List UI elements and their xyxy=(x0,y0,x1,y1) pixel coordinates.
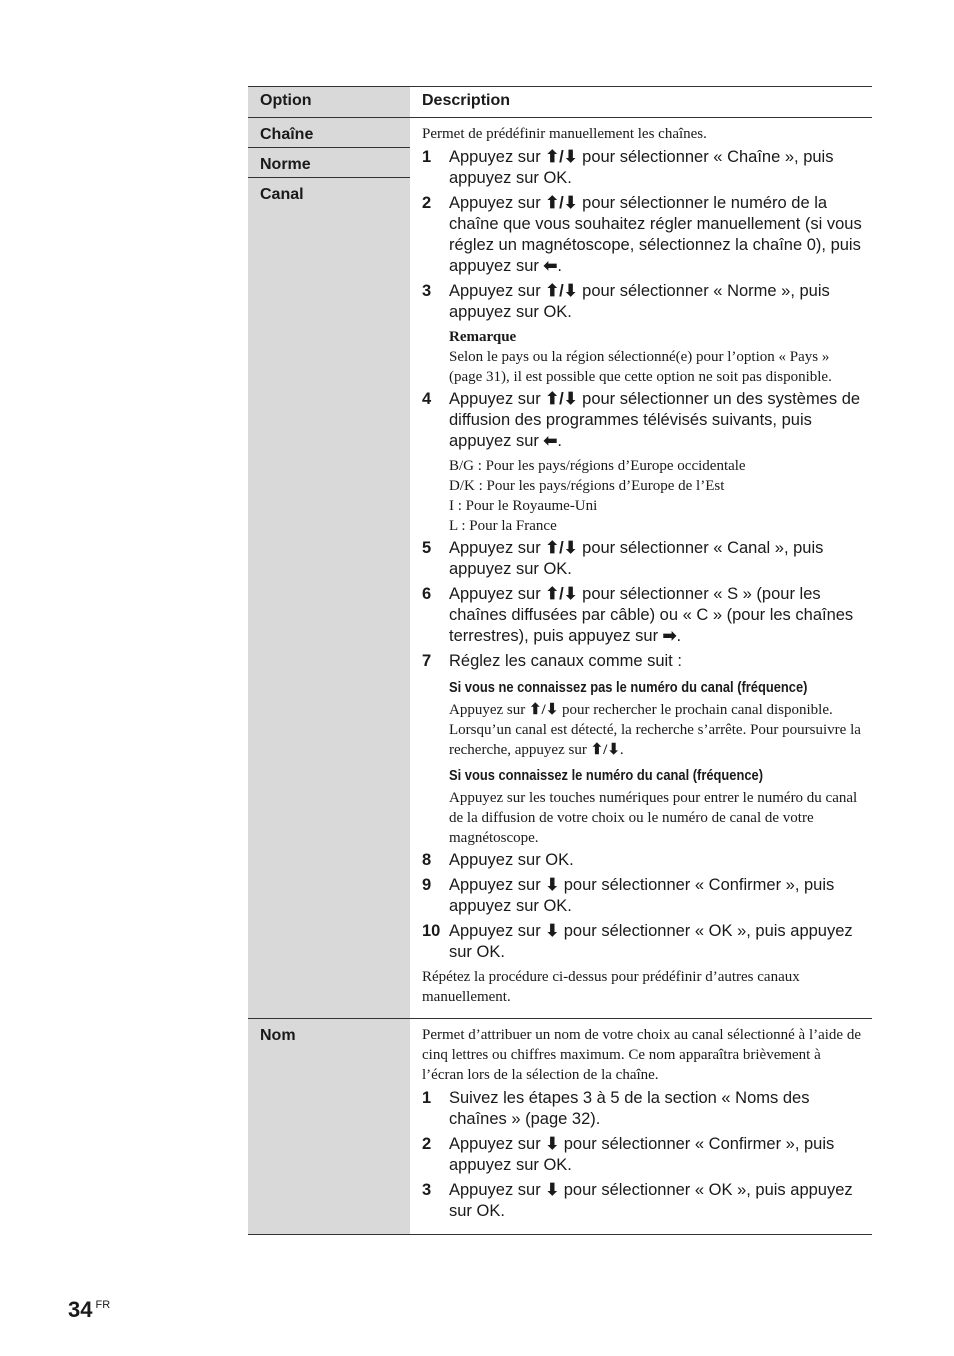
option-chaine: Chaîne xyxy=(248,118,410,148)
up-down-arrow-icon: ⬆/⬇ xyxy=(545,585,578,603)
option-column xyxy=(248,118,410,1018)
intro-text: Permet d’attribuer un nom de votre choix au canal sélectionné à l’aide de cinq lettres ou chiffres maximum. Ce nom apparaîtra brièvement à l’écran lors de la sélection de la chaîne. xyxy=(422,1027,861,1083)
condition-known-title: Si vous connaissez le numéro du canal (fréquence) xyxy=(449,767,763,784)
options-table xyxy=(248,86,872,1235)
up-down-arrow-icon: ⬆/⬇ xyxy=(590,742,620,758)
option-nom: Nom xyxy=(260,1027,296,1044)
system-l: L : Pour la France xyxy=(449,518,557,534)
step-3: 3 Appuyez sur ⬆/⬇ pour sélectionner « Norme », puis appuyez sur OK. xyxy=(422,282,830,321)
step-3: 3 Appuyez sur ⬇ pour sélectionner « OK », puis appuyez sur OK. xyxy=(422,1181,853,1220)
note-text: Selon le pays ou la région sélectionné(e) pour l’option « Pays » (page 31), il est possible que cette option ne soit pas disponible. xyxy=(449,349,832,385)
condition-known-text: Appuyez sur les touches numériques pour entrer le numéro du canal de la diffusion de votre choix ou le numéro de canal de votre magnétoscope. xyxy=(449,790,858,846)
page-number: 34 $^{FR}$ xyxy=(68,1297,111,1322)
note-title: Remarque xyxy=(449,329,517,345)
left-arrow-icon: ⬅ xyxy=(543,257,558,275)
header-description: Description xyxy=(422,92,511,109)
down-arrow-icon: ⬇ xyxy=(545,1181,560,1199)
down-arrow-icon: ⬇ xyxy=(545,1135,560,1153)
header-option: Option xyxy=(248,87,410,117)
option-canal: Canal xyxy=(260,186,304,203)
step-8: 8 Appuyez sur OK. xyxy=(422,851,574,869)
step-10: 10 Appuyez sur ⬇ pour sélectionner « OK », puis appuyez sur OK. xyxy=(422,922,853,961)
left-arrow-icon: ⬅ xyxy=(543,432,558,450)
table-header xyxy=(248,86,872,118)
step-5: 5 Appuyez sur ⬆/⬇ pour sélectionner « Canal », puis appuyez sur OK. xyxy=(422,539,824,578)
down-arrow-icon: ⬇ xyxy=(545,876,560,894)
up-down-arrow-icon: ⬆/⬇ xyxy=(528,702,559,718)
system-dk: D/K : Pour les pays/régions d’Europe de l’Est xyxy=(449,478,725,494)
up-down-arrow-icon: ⬆/⬇ xyxy=(545,148,578,166)
step-7: 7 Réglez les canaux comme suit : xyxy=(422,652,682,670)
step-1: 1 Suivez les étapes 3 à 5 de la section « Noms des chaînes » (page 32). xyxy=(422,1089,810,1128)
system-i: I : Pour le Royaume-Uni xyxy=(449,498,598,514)
step-4: 4 Appuyez sur ⬆/⬇ pour sélectionner un des systèmes de diffusion des programmes télévisés suivants, puis appuyez sur ⬅. xyxy=(422,390,861,450)
outro-text: Répétez la procédure ci-dessus pour prédéfinir d’autres canaux manuellement. xyxy=(422,969,800,1005)
option-column xyxy=(248,1019,410,1234)
up-down-arrow-icon: ⬆/⬇ xyxy=(545,539,578,557)
step-6: 6 Appuyez sur ⬆/⬇ pour sélectionner « S » (pour les chaînes diffusées par câble) ou « C » (pour les chaînes terrestres), puis appuyez sur ➡. xyxy=(422,585,854,645)
intro-text: Permet de prédéfinir manuellement les chaînes. xyxy=(422,126,707,142)
description-column xyxy=(422,118,872,1018)
description-column xyxy=(422,1019,872,1234)
language-code: FR xyxy=(95,1299,111,1311)
step-2: 2 Appuyez sur ⬆/⬇ pour sélectionner le numéro de la chaîne que vous souhaitez régler manuellement (si vous réglez un magnétoscope, sélectionnez la chaîne 0), puis appuyez sur ⬅. xyxy=(422,194,862,275)
up-down-arrow-icon: ⬆/⬇ xyxy=(545,390,578,408)
down-arrow-icon: ⬇ xyxy=(545,922,560,940)
up-down-arrow-icon: ⬆/⬇ xyxy=(545,194,578,212)
system-bg: B/G : Pour les pays/régions d’Europe occidentale xyxy=(449,458,746,474)
step-9: 9 Appuyez sur ⬇ pour sélectionner « Confirmer », puis appuyez sur OK. xyxy=(422,876,835,915)
step-1: 1 Appuyez sur ⬆/⬇ pour sélectionner « Chaîne », puis appuyez sur OK. xyxy=(422,148,834,187)
section-name xyxy=(248,1019,872,1235)
option-norme: Norme xyxy=(248,148,410,178)
condition-unknown-title: Si vous ne connaissez pas le numéro du canal (fréquence) xyxy=(449,679,808,696)
condition-unknown-text: Appuyez sur ⬆/⬇ pour rechercher le prochain canal disponible. Lorsqu’un canal est détecté, la recherche s’arrête. Pour poursuivre la recherche, appuyez sur ⬆/⬇. xyxy=(449,702,861,758)
step-2: 2 Appuyez sur ⬇ pour sélectionner « Confirmer », puis appuyez sur OK. xyxy=(422,1135,835,1174)
section-channel-setup xyxy=(248,118,872,1019)
up-down-arrow-icon: ⬆/⬇ xyxy=(545,282,578,300)
right-arrow-icon: ➡ xyxy=(662,627,677,645)
